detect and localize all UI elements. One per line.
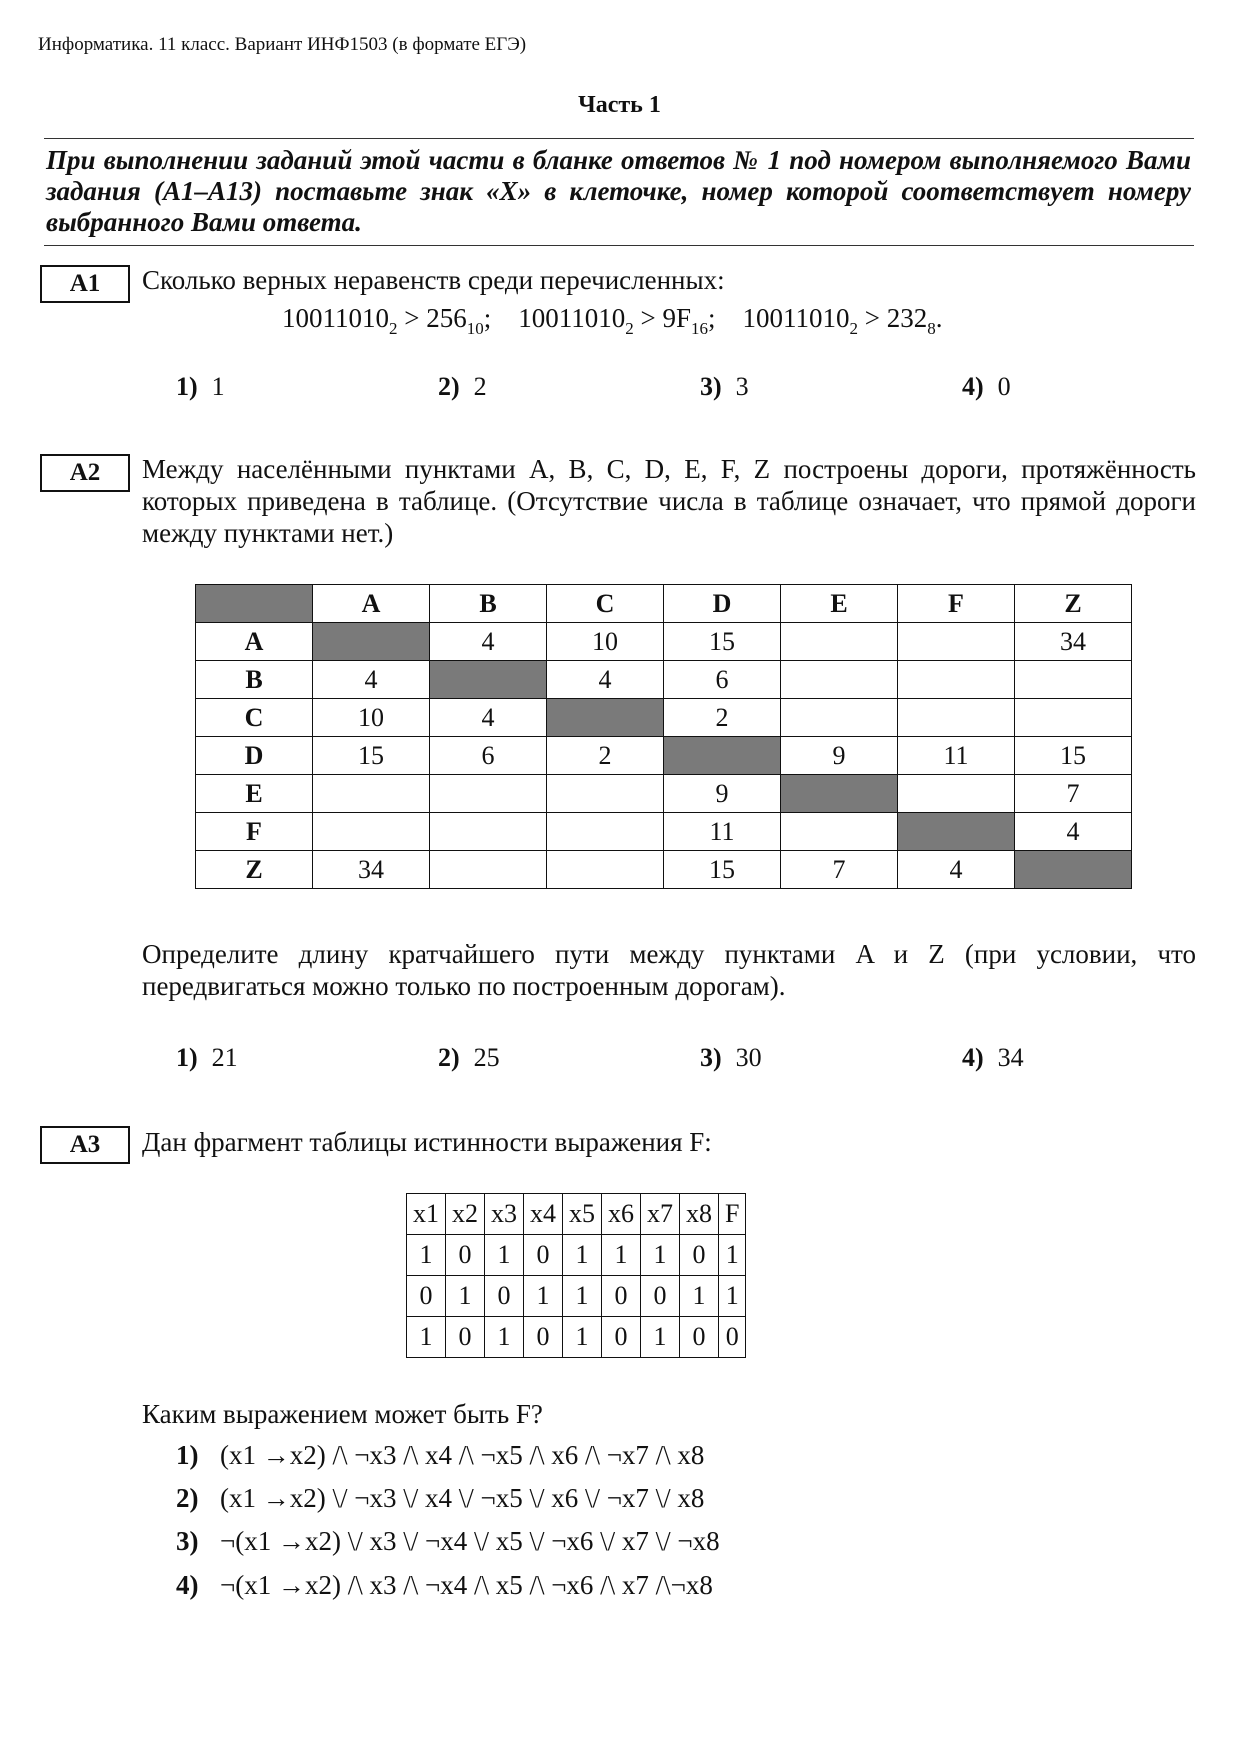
table-cell <box>313 813 430 851</box>
table-cell: 4 <box>313 661 430 699</box>
table-header-row <box>407 1194 746 1235</box>
a1-answer-4: 4) 0 <box>962 372 1011 401</box>
table-cell: 11 <box>898 737 1015 775</box>
table-cell <box>547 851 664 889</box>
inequality: $10011010_2 > 9F_{16}$; <box>518 303 716 338</box>
table-cell <box>313 775 430 813</box>
table-cell <box>898 699 1015 737</box>
table-cell: 4 <box>430 623 547 661</box>
table-cell <box>781 699 898 737</box>
table-cell <box>430 813 547 851</box>
table-cell: 0 <box>680 1235 719 1276</box>
table-cell: 6 <box>430 737 547 775</box>
truth-table <box>406 1193 746 1358</box>
row-header: D <box>196 737 313 775</box>
col-header: x7 <box>641 1194 680 1235</box>
a1-answer-1: 1) 1 <box>176 372 225 401</box>
task-tag-a3: А3 <box>40 1126 130 1164</box>
a3-question-2: Каким выражением может быть F? <box>142 1399 543 1429</box>
table-cell: 4 <box>1015 813 1132 851</box>
a2-answer-4: 4) 34 <box>962 1043 1024 1072</box>
table-cell: 0 <box>641 1276 680 1317</box>
table-cell <box>547 775 664 813</box>
table-cell <box>898 813 1015 851</box>
table-cell: 1 <box>446 1276 485 1317</box>
table-cell <box>430 661 547 699</box>
table-cell: 1 <box>524 1276 563 1317</box>
table-cell: 0 <box>446 1235 485 1276</box>
table-cell <box>547 813 664 851</box>
table-cell <box>781 661 898 699</box>
table-cell: 1 <box>407 1317 446 1358</box>
table-header-row <box>196 585 1132 623</box>
a3-option-1: 1) (x1 →x2) /\ ¬x3 /\ x4 /\ ¬x5 /\ x6 /\ ¬x7 /\ x8 <box>176 1440 705 1470</box>
table-cell: 0 <box>602 1317 641 1358</box>
table-cell: 15 <box>313 737 430 775</box>
table-cell: 0 <box>524 1317 563 1358</box>
table-cell <box>781 775 898 813</box>
table-row <box>196 813 1132 851</box>
table-cell: 1 <box>602 1235 641 1276</box>
col-header: B <box>430 585 547 623</box>
row-header: F <box>196 813 313 851</box>
a2-question-2: Определите длину кратчайшего пути между пунктами A и Z (при условии, что передвигаться можно только по построенным дорогам). <box>142 939 1196 1001</box>
task-tag-a1: А1 <box>40 265 130 303</box>
table-cell <box>313 623 430 661</box>
table-cell <box>430 851 547 889</box>
table-cell: 7 <box>781 851 898 889</box>
a3-option-2: 2) (x1 →x2) \/ ¬x3 \/ x4 \/ ¬x5 \/ x6 \/ ¬x7 \/ x8 <box>176 1483 705 1513</box>
table-cell <box>898 623 1015 661</box>
table-cell: 0 <box>524 1235 563 1276</box>
page-header: Информатика. 11 класс. Вариант ИНФ1503 (в формате ЕГЭ) <box>38 34 527 55</box>
table-cell <box>898 661 1015 699</box>
col-header: x6 <box>602 1194 641 1235</box>
task-tag-a2: А2 <box>40 454 130 492</box>
table-cell: 2 <box>664 699 781 737</box>
table-cell: 6 <box>664 661 781 699</box>
table-cell: 1 <box>641 1317 680 1358</box>
divider-top <box>44 138 1194 139</box>
table-cell <box>1015 661 1132 699</box>
a1-question: Сколько верных неравенств среди перечисленных: <box>142 265 725 295</box>
table-cell: 1 <box>563 1317 602 1358</box>
row-header: C <box>196 699 313 737</box>
table-cell: 1 <box>719 1276 746 1317</box>
a2-question: Между населёнными пунктами A, B, C, D, E, F, Z построены дороги, протяжённость которых приведена в таблице. (Отсутствие числа в таблице означает, что прямой дороги между пунктами нет.) <box>142 454 1196 548</box>
table-cell: 1 <box>485 1317 524 1358</box>
a1-answer-2: 2) 2 <box>438 372 487 401</box>
a2-answer-1: 1) 21 <box>176 1043 238 1072</box>
col-header: F <box>719 1194 746 1235</box>
col-header: A <box>313 585 430 623</box>
table-cell: 9 <box>781 737 898 775</box>
table-cell: 34 <box>313 851 430 889</box>
table-cell: 15 <box>1015 737 1132 775</box>
col-header: x3 <box>485 1194 524 1235</box>
divider-bottom <box>44 245 1194 246</box>
table-cell: 1 <box>680 1276 719 1317</box>
table-cell: 7 <box>1015 775 1132 813</box>
table-cell <box>781 623 898 661</box>
row-header: Z <box>196 851 313 889</box>
table-cell: 9 <box>664 775 781 813</box>
table-cell: 0 <box>602 1276 641 1317</box>
a3-question: Дан фрагмент таблицы истинности выражения F: <box>142 1127 712 1157</box>
table-row <box>196 661 1132 699</box>
col-header: C <box>547 585 664 623</box>
table-cell <box>781 813 898 851</box>
table-corner-cell <box>196 585 313 623</box>
table-cell <box>1015 851 1132 889</box>
table-cell: 2 <box>547 737 664 775</box>
table-cell: 1 <box>563 1276 602 1317</box>
distance-table <box>195 584 1132 889</box>
table-cell: 0 <box>485 1276 524 1317</box>
a1-answer-3: 3) 3 <box>700 372 749 401</box>
table-cell: 1 <box>563 1235 602 1276</box>
row-header: E <box>196 775 313 813</box>
table-cell: 0 <box>407 1276 446 1317</box>
col-header: E <box>781 585 898 623</box>
table-cell <box>1015 699 1132 737</box>
inequality: $10011010_2 > 256_{10}$; <box>282 303 492 338</box>
table-row <box>196 699 1132 737</box>
col-header: Z <box>1015 585 1132 623</box>
table-cell: 1 <box>641 1235 680 1276</box>
row-header: B <box>196 661 313 699</box>
col-header: x1 <box>407 1194 446 1235</box>
table-cell: 4 <box>547 661 664 699</box>
table-cell: 4 <box>430 699 547 737</box>
table-cell: 1 <box>485 1235 524 1276</box>
table-cell: 15 <box>664 623 781 661</box>
table-cell: 11 <box>664 813 781 851</box>
table-cell: 1 <box>719 1235 746 1276</box>
table-cell <box>430 775 547 813</box>
table-row <box>196 775 1132 813</box>
a1-inequalities <box>282 302 943 338</box>
col-header: x4 <box>524 1194 563 1235</box>
table-cell: 0 <box>719 1317 746 1358</box>
table-row <box>407 1317 746 1358</box>
col-header: x5 <box>563 1194 602 1235</box>
table-cell: 1 <box>407 1235 446 1276</box>
col-header: x8 <box>680 1194 719 1235</box>
table-cell: 10 <box>547 623 664 661</box>
col-header: x2 <box>446 1194 485 1235</box>
instructions: При выполнении заданий этой части в бланке ответов № 1 под номером выполняемого Вами задания (А1–А13) поставьте знак «Х» в клеточке, номер которой соответствует номеру выбранного Вами ответа. <box>46 145 1191 237</box>
table-row <box>196 737 1132 775</box>
table-cell <box>547 699 664 737</box>
table-cell: 34 <box>1015 623 1132 661</box>
table-cell: 15 <box>664 851 781 889</box>
table-row <box>196 623 1132 661</box>
col-header: F <box>898 585 1015 623</box>
part-title: Часть 1 <box>578 92 661 118</box>
a2-answer-2: 2) 25 <box>438 1043 500 1072</box>
table-cell: 0 <box>680 1317 719 1358</box>
a3-option-4: 4) ¬(x1 →x2) /\ x3 /\ ¬x4 /\ x5 /\ ¬x6 /\ x7 /\¬x8 <box>176 1570 713 1600</box>
table-cell <box>898 775 1015 813</box>
table-row <box>407 1235 746 1276</box>
row-header: A <box>196 623 313 661</box>
inequality: $10011010_2 > 232_8$. <box>742 303 943 338</box>
a3-option-3: 3) ¬(x1 →x2) \/ x3 \/ ¬x4 \/ x5 \/ ¬x6 \/ x7 \/ ¬x8 <box>176 1526 720 1556</box>
table-cell: 4 <box>898 851 1015 889</box>
table-cell <box>664 737 781 775</box>
table-row <box>407 1276 746 1317</box>
col-header: D <box>664 585 781 623</box>
table-cell: 0 <box>446 1317 485 1358</box>
table-row <box>196 851 1132 889</box>
a2-answer-3: 3) 30 <box>700 1043 762 1072</box>
table-cell: 10 <box>313 699 430 737</box>
